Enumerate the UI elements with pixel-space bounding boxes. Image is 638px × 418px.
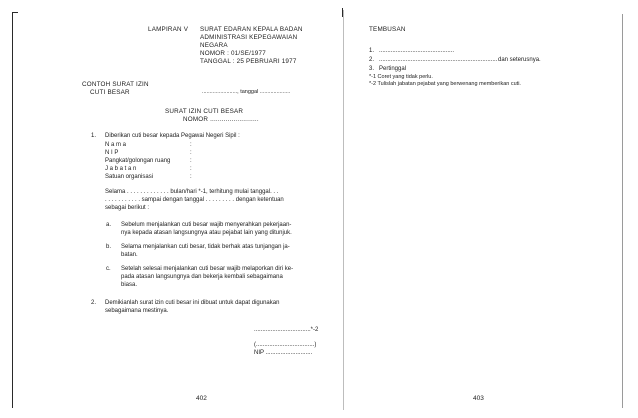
signature-nip: NIP ............................ xyxy=(254,350,313,356)
left-top-edge xyxy=(12,12,18,13)
note-1: *-1 Coret yang tidak perlu. xyxy=(369,74,433,80)
lampiran-line1: SURAT EDARAN KEPALA BADAN xyxy=(200,26,303,33)
field-satuan-label: Satuan organisasi xyxy=(105,174,154,180)
sub-c-line2: pada atasan langsungnya dan bekerja kembali sebagaimana xyxy=(121,274,283,280)
selama-line1: Selama . . . . . . . . . . . . . bulan/hari *-1, terhitung mulai tanggal. . . xyxy=(105,189,279,195)
tembusan-heading: TEMBUSAN xyxy=(369,26,406,33)
tembusan-3-text: Pertinggal xyxy=(379,66,407,72)
right-page-number: 403 xyxy=(473,395,484,402)
tembusan-2-suffix: dan seterusnya. xyxy=(498,57,541,63)
sub-a-line1: Sebelum menjalankan cuti besar wajib menyerahkan pekerjaan- xyxy=(121,222,292,228)
signature-title-line: ..................................*-2 xyxy=(254,327,319,333)
tembusan-1-text: ............................................. xyxy=(379,48,455,54)
tembusan-1-num: 1. xyxy=(369,48,375,54)
lampiran-line3: NEGARA xyxy=(200,42,228,49)
left-scan-edge xyxy=(12,12,13,408)
selama-line3: sebagai berikut : xyxy=(105,205,150,211)
sub-c-letter: c. xyxy=(106,266,111,272)
item2-line2: sebagaimana mestinya. xyxy=(105,308,169,314)
tembusan-3-num: 3. xyxy=(369,66,375,72)
signature-name-line: (...................................) xyxy=(254,342,317,348)
field-nama-label: N a m a xyxy=(105,142,127,148)
lampiran-tanggal: TANGGAL : 25 PEBRUARI 1977 xyxy=(200,58,297,65)
date-line: ......................., tanggal .................... xyxy=(202,89,291,95)
field-pangkat-colon: : xyxy=(190,158,192,164)
contoh-line2: CUTI BESAR xyxy=(90,89,130,96)
center-tick-mark xyxy=(342,8,343,17)
item2-line1: Demikianlah surat izin cuti besar ini dibuat untuk dapat digunakan xyxy=(105,300,280,306)
left-page-number: 402 xyxy=(196,395,207,402)
field-nama-colon: : xyxy=(190,142,192,148)
document-title: SURAT IZIN CUTI BESAR xyxy=(165,108,244,115)
lampiran-line2: ADMINISTRASI KEPEGAWAIAN xyxy=(200,34,298,41)
tembusan-2-num: 2. xyxy=(369,57,375,63)
field-satuan-colon: : xyxy=(190,174,192,180)
sub-b-letter: b. xyxy=(106,244,112,250)
right-scan-edge xyxy=(622,14,623,408)
sub-c-line1: Setelah selesai menjalankan cuti besar wajib melaporkan diri ke- xyxy=(121,266,294,272)
sub-b-line1: Selama menjalankan cuti besar, tidak berhak atas tunjangan ja- xyxy=(121,244,290,250)
document-nomor: NOMOR ......................... xyxy=(183,116,259,123)
center-fold-line xyxy=(343,10,344,410)
field-jabatan-label: J a b a t a n xyxy=(105,166,137,172)
lampiran-label: LAMPIRAN V xyxy=(148,26,189,33)
item1-intro: Diberikan cuti besar kepada Pegawai Negeri Sipil : xyxy=(105,133,240,139)
field-nip-label: N I P xyxy=(105,150,119,156)
field-pangkat-label: Pangkat/golongan ruang xyxy=(105,158,171,164)
selama-line2: . . . . . . . . . . . sampai dengan tanggal . . . . . . . . . dengan ketentuan xyxy=(105,197,284,203)
sub-a-line2: nya kepada atasan langsungnya atau pejabat lain yang ditunjuk. xyxy=(121,230,292,236)
sub-a-letter: a. xyxy=(106,222,112,228)
field-nip-colon: : xyxy=(190,150,192,156)
note-2: *-2 Tulislah jabatan pejabat yang berwenang memberikan cuti. xyxy=(369,81,521,87)
item2-number: 2. xyxy=(91,300,97,306)
item1-number: 1. xyxy=(91,133,97,139)
field-jabatan-colon: : xyxy=(190,166,192,172)
sub-b-line2: batan. xyxy=(121,252,138,258)
tembusan-2-text: ....................................................................... xyxy=(379,57,498,63)
lampiran-nomor: NOMOR : 01/SE/1977 xyxy=(200,50,266,57)
sub-c-line3: biasa. xyxy=(121,282,138,288)
contoh-line1: CONTOH SURAT IZIN xyxy=(82,81,149,88)
